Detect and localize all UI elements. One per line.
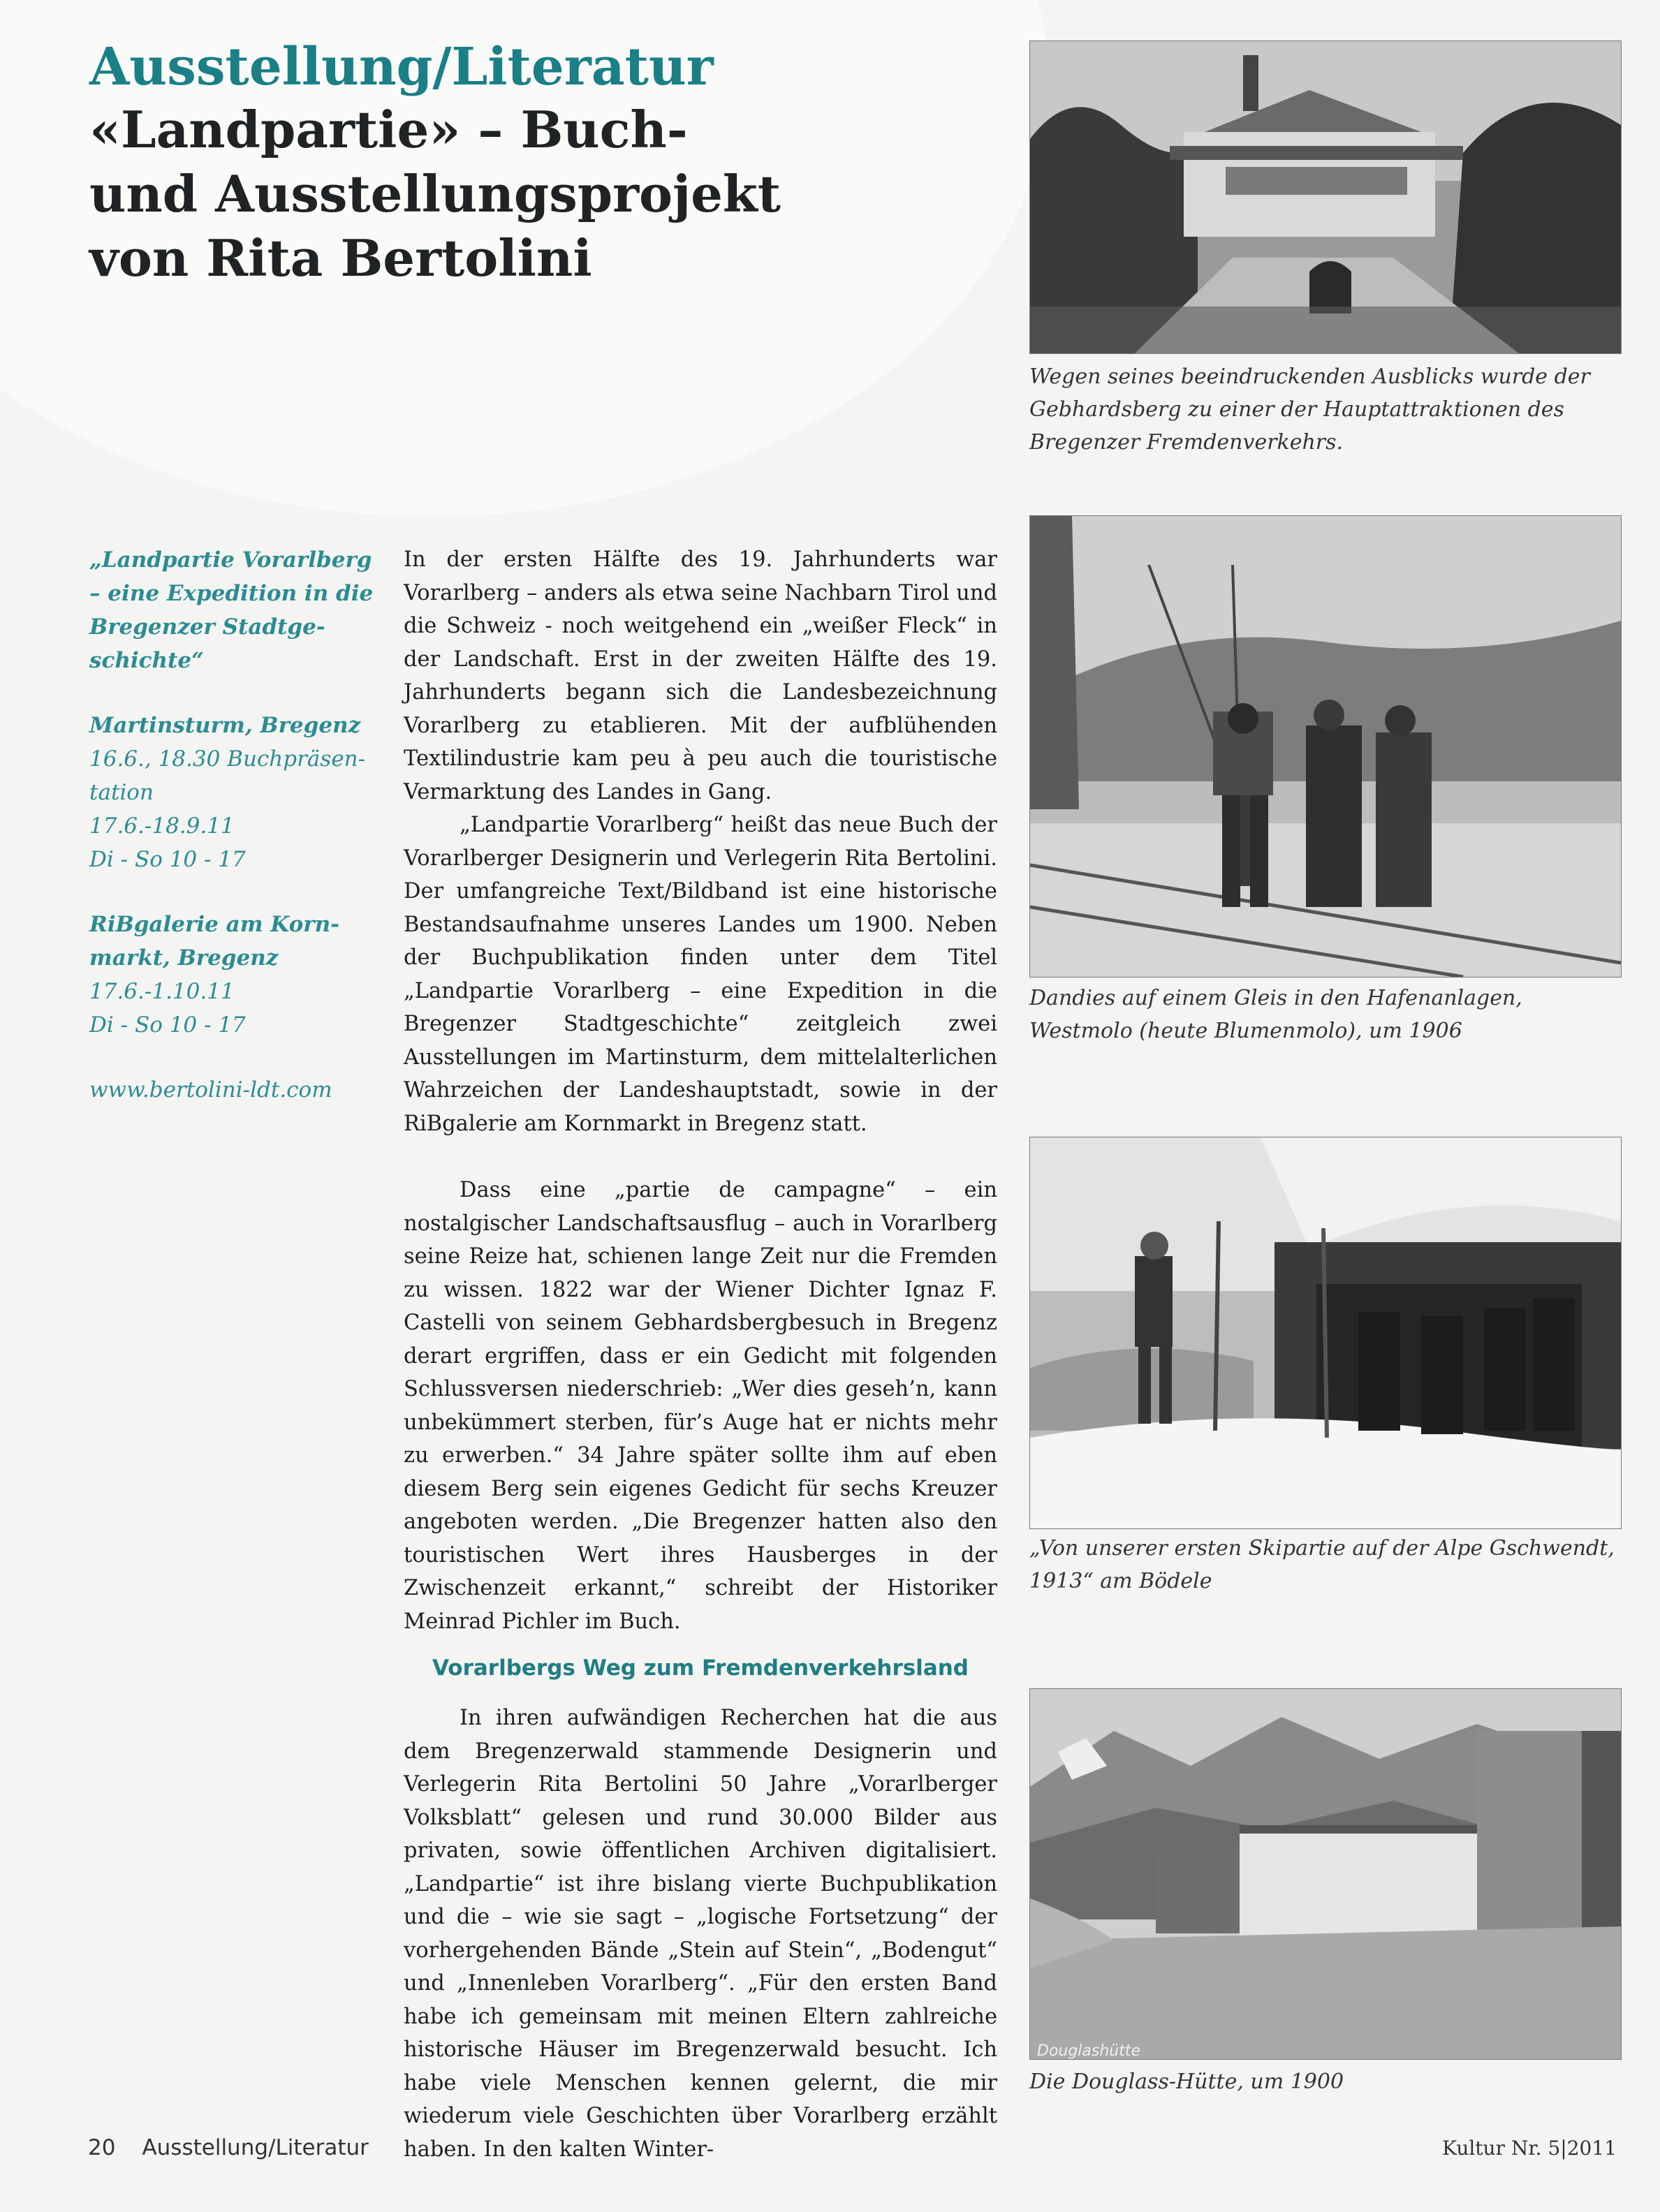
venue-detail: Di - So 10 - 17 (89, 1012, 246, 1038)
photo-caption: Dandies auf einem Gleis in den Hafenanlagen, Westmolo (heute Blumenmolo), um 1906 (1029, 986, 1522, 1043)
title-line: von Rita Bertolini (89, 228, 592, 288)
body-paragraph: „Landpartie Vorarlberg“ heißt das neue Buch der Vorarlberger Designerin und Verlegerin Rita Bertolini. Der umfangreiche Text/Bildband ist eine historische Bestandsaufnahme unseres Landes um 1900. Neben der Buchpublikation finden unter dem Titel „Landpartie Vorarlberg – eine Expedition in die Bregenzer Stadtgeschichte“ zeitgleich zwei Ausstellungen im Martinsturm, dem mittelalterlichen Wahrzeichen der Landeshauptstadt, sowie in der RiBgalerie am Kornmarkt in Bregenz statt. (404, 813, 997, 1136)
book-title-line: Bregenzer Stadtge- (89, 614, 325, 640)
photo-caption: „Von unserer ersten Skipartie auf der Alpe Gschwendt, 1913“ am Bödele (1029, 1536, 1615, 1593)
title-line: und Ausstellungsprojekt (89, 164, 781, 223)
article-title (89, 98, 955, 290)
photo-dandies (1029, 515, 1622, 978)
page-footer-left (88, 2135, 369, 2160)
venue-detail: 17.6.-18.9.11 (89, 813, 235, 839)
photo-caption: Wegen seines beeindruckenden Ausblicks wurde der Gebhardsberg zu einer der Hauptattraktionen des Bregenzer Fremdenverkehrs. (1029, 364, 1590, 455)
info-sidebar (89, 543, 374, 1138)
photo-skipartie (1029, 1137, 1622, 1529)
book-title-line: – eine Expedition in die (89, 581, 374, 606)
venue-detail: 17.6.-1.10.11 (89, 979, 235, 1004)
photo-caption: Die Douglass-Hütte, um 1900 (1029, 2070, 1344, 2094)
issue-info: Kultur Nr. 5|2011 (1442, 2137, 1617, 2160)
book-title-line: „Landpartie Vorarlberg (89, 547, 372, 573)
venue-detail: Di - So 10 - 17 (89, 847, 246, 872)
venue-ribgalerie (89, 908, 369, 1042)
book-title-block (89, 543, 374, 677)
venue-detail: tation (89, 780, 154, 805)
page-number: 20 (88, 2135, 116, 2160)
book-title-line: schichte“ (89, 648, 204, 673)
website-link[interactable]: www.bertolini-ldt.com (89, 1077, 332, 1103)
body-paragraph: In der ersten Hälfte des 19. Jahrhunderts war Vorarlberg – anders als etwa seine Nachbarn Tirol und die Schweiz - noch weitgehend ein „weißer Fleck“ in der Landschaft. Erst in der zweiten Hälfte des 19. Jahrhunderts begann sich die Landesbezeichnung Vorarlberg zu etablieren. Mit der aufblühenden Textilindustrie kam peu à peu auch die touristische Vermarktung des Landes in Gang. (404, 547, 997, 804)
venue-name: markt, Bregenz (89, 945, 279, 971)
title-line: «Landpartie» – Buch- (89, 100, 688, 159)
photo-inscription: Douglashütte (1037, 2042, 1141, 2059)
section-label: Ausstellung/Literatur (89, 37, 714, 97)
venue-name: Martinsturm, Bregenz (89, 713, 361, 738)
body-paragraph: In ihren aufwändigen Recherchen hat die aus dem Bregenzerwald stammende Designerin und Verlegerin Rita Bertolini 50 Jahre „Vorarlberger Volksblatt“ gelesen und rund 30.000 Bilder aus privaten, sowie öffentlichen Archiven digitalisiert. „Landpartie“ ist ihre bislang vierte Buchpublikation und die – wie sie sagt – „logische Fortsetzung“ der vorhergehenden Bände „Stein auf Stein“, „Bodengut“ und „Innenleben Vorarlberg“. „Für den ersten Band habe ich gemeinsam mit meinen Eltern zahlreiche historische Häuser im Bregenzerwald besucht. Ich habe viele Menschen kennen gelernt, die mir wiederum viele Geschichten über Vorarlberg erzählt haben. In den kalten Winter- (404, 1706, 997, 2162)
venue-martinsturm (89, 709, 369, 876)
website-block (89, 1073, 369, 1107)
body-paragraph: Dass eine „partie de campagne“ – ein nostalgischer Landschaftsausflug – auch in Vorarlberg seine Reize hat, schienen lange Zeit nur die Fremden zu wissen. 1822 war der Wiener Dichter Ignaz F. Castelli von seinem Gebhardsbergbesuch in Bregenz derart ergriffen, dass er ein Gedicht mit folgenden Schlussversen niederschrieb: „Wer dies geseh’n, kann unbekümmert sterben, für’s Auge hat er nichts mehr zu erwerben.“ 34 Jahre später sollte ihm auf eben diesem Berg sein eigenes Gedicht für sechs Kreuzer angeboten werden. „Die Bregenzer hatten also den touristischen Wert ihres Hausberges in der Zwischenzeit erkannt,“ schreibt der Historiker Meinrad Pichler im Buch. (404, 1178, 997, 1634)
footer-section: Ausstellung/Literatur (142, 2135, 369, 2160)
venue-name: RiBgalerie am Korn- (89, 912, 339, 937)
venue-detail: 16.6., 18.30 Buchpräsen- (89, 746, 366, 772)
article-body (404, 543, 997, 2166)
photo-douglass-huette (1029, 1688, 1622, 2060)
article-subheading: Vorarlbergs Weg zum Fremdenverkehrsland (432, 1656, 969, 1681)
photo-gebhardsberg (1029, 40, 1622, 354)
